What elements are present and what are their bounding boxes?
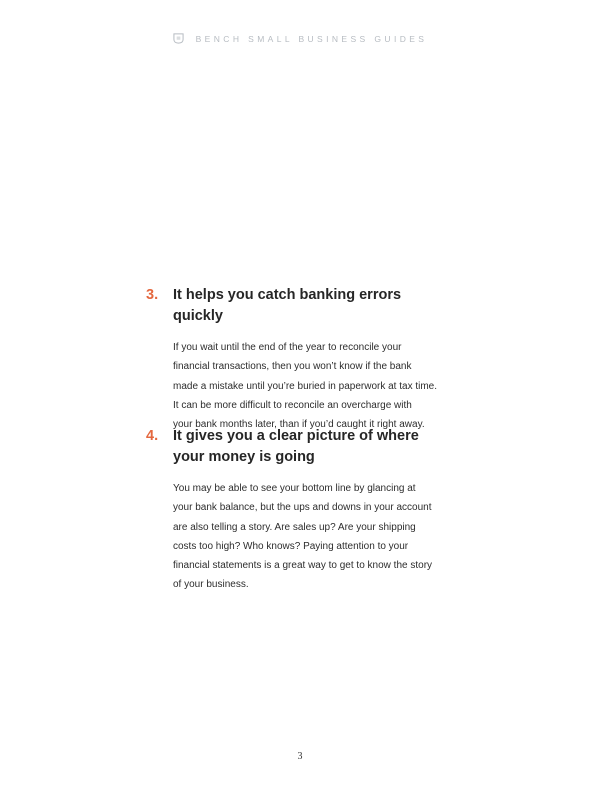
- section-body: [173, 479, 448, 595]
- page-header: [0, 33, 600, 44]
- body-line: It can be more difficult to reconcile an overcharge with: [173, 399, 412, 411]
- body-line: your bank balance, but the ups and downs in your account: [173, 502, 432, 514]
- section-heading: [146, 426, 446, 468]
- page-number: 3: [297, 751, 303, 762]
- section-body: [173, 338, 448, 434]
- body-line: financial statements is a great way to get to know the story: [173, 560, 433, 572]
- body-line: costs too high? Who knows? Paying attention to your: [173, 540, 409, 552]
- body-line: your bank months later, than if you’d caught it right away.: [173, 419, 425, 431]
- bench-shield-icon: [173, 33, 184, 44]
- section-3: [146, 285, 446, 434]
- section-4: [146, 426, 446, 595]
- section-title: It gives you a clear picture of where your money is going: [173, 428, 419, 465]
- body-line: are also telling a story. Are sales up? Are your shipping: [173, 521, 416, 533]
- section-title: It helps you catch banking errors quickly: [173, 287, 402, 324]
- body-line: You may be able to see your bottom line by glancing at: [173, 483, 416, 494]
- body-line: of your business.: [173, 579, 249, 591]
- body-line: If you wait until the end of the year to reconcile your: [173, 342, 402, 353]
- section-number: 3.: [146, 287, 159, 303]
- body-line: made a mistake until you’re buried in paperwork at tax time.: [173, 380, 438, 392]
- body-line: financial transactions, then you won’t know if the bank: [173, 361, 412, 373]
- section-heading: [146, 285, 446, 327]
- header-text: BENCH SMALL BUSINESS GUIDES: [195, 33, 428, 44]
- section-number: 4.: [146, 428, 159, 444]
